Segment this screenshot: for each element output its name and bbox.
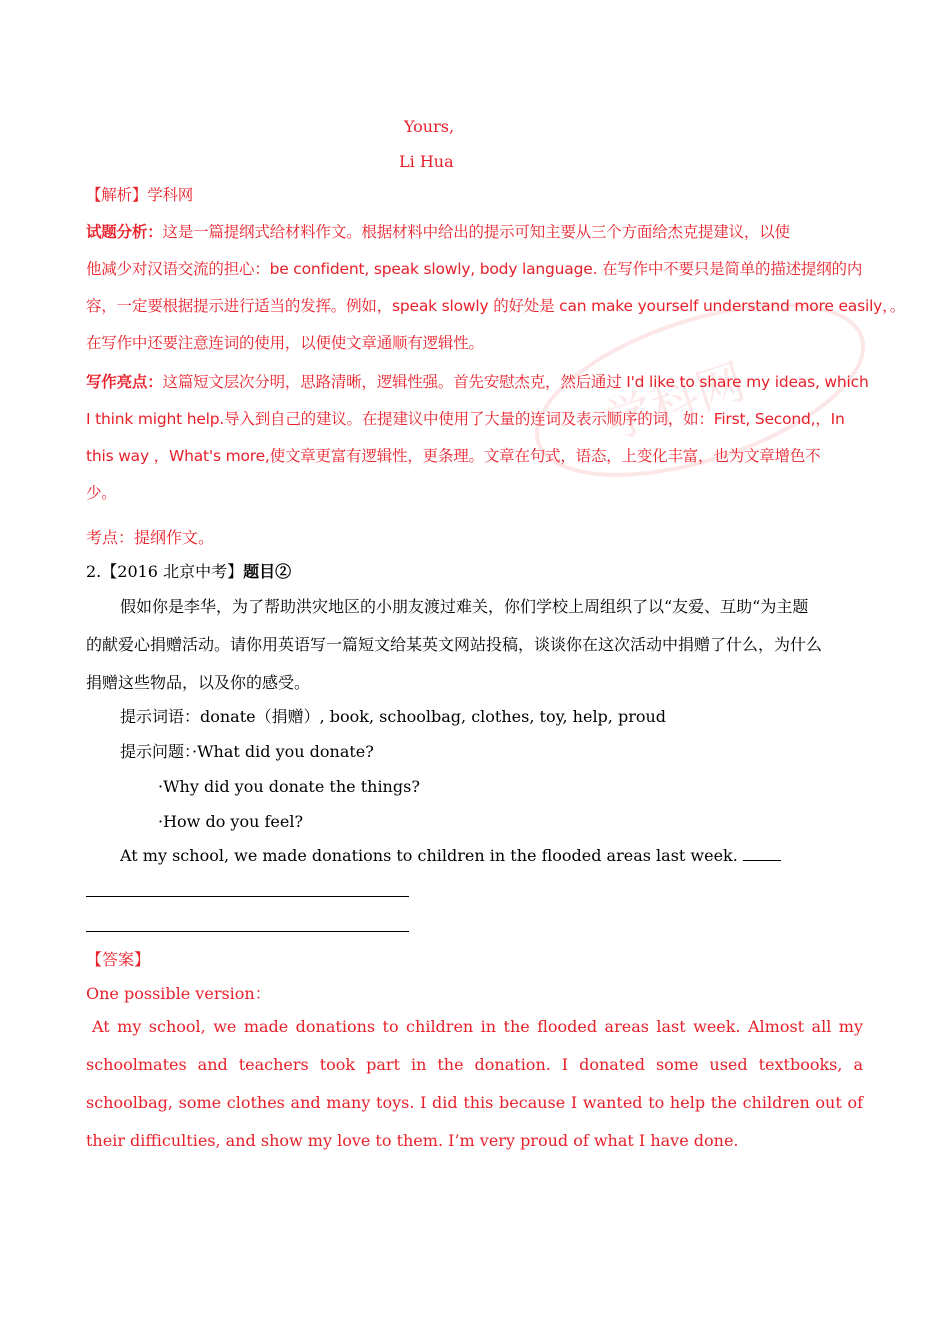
hint-question-1: [120, 742, 374, 762]
answer-header: 【答案】: [86, 950, 151, 969]
question-source: 【2016 北京中考】: [101, 562, 244, 581]
question-para-1: 假如你是李华，为了帮助洪灾地区的小朋友渡过难关，你们学校上周组织了以“友爱、互助“为主题: [120, 597, 809, 616]
hint-q3: ·How do you feel?: [158, 812, 304, 831]
analysis-line-7: this way ，What's more,使文章更富有逻辑性，更条理。文章在句式，语态，上变化丰富，也为文章增色不: [86, 447, 821, 465]
watermark-text: 学科网: [597, 353, 752, 452]
writing-line-1: [86, 896, 409, 897]
hint-q1: ·What did you donate?: [192, 742, 374, 761]
question-para-2: 的献爱心捐赠活动。请你用英语写一篇短文给某英文网站投稿，谈谈你在这次活动中捐赠了什么，为什么: [86, 635, 823, 654]
letter-signature: Li Hua: [399, 152, 454, 171]
answer-version: One possible version：: [86, 984, 271, 1003]
analysis-line-1: [86, 222, 790, 242]
writing-blank: [743, 846, 781, 861]
analysis-line-4: 在写作中还要注意连词的使用，以便使文章通顺有逻辑性。: [86, 334, 484, 352]
kaodian: 考点：提纲作文。: [86, 528, 215, 547]
analysis-text: 这是一篇提纲式给材料作文。根据材料中给出的提示可知主要从三个方面给杰克提建议，以使: [162, 223, 790, 241]
hint-q2: ·Why did you donate the things?: [158, 777, 420, 796]
hint-questions-label: 提示问题：: [120, 742, 193, 761]
analysis-label: 试题分析：: [86, 223, 163, 241]
analysis-line-5: [86, 372, 869, 392]
answer-text: At my school, we made donations to children in the flooded areas last week. Almost all my schoolmates and teachers took part in the donation. I donated some used textbooks, a schoolbag, some clothes and many toys. I did this because I wanted to help the children out of their difficulties, and show my love to them. I’m very proud of what I have done.: [86, 1017, 863, 1150]
question-number: 2.: [86, 562, 102, 581]
highlight-label: 写作亮点：: [86, 373, 163, 391]
analysis-line-6: I think might help.导入到自己的建议。在提建议中使用了大量的连词及表示顺序的词，如：First, Second,，In: [86, 410, 845, 428]
writing-line-2: [86, 931, 409, 932]
analysis-line-8: 少。: [86, 484, 117, 502]
hint-words: 提示词语：donate（捐赠）, book, schoolbag, clothes, toy, help, proud: [120, 707, 667, 726]
question-title: 题目②: [243, 562, 292, 581]
analysis-line-3: 容，一定要根据提示进行适当的发挥。例如，speak slowly 的好处是 can make yourself understand more easily，。: [86, 297, 905, 315]
question-para-3: 捐赠这些物品，以及你的感受。: [86, 673, 311, 692]
highlight-text: 这篇短文层次分明，思路清晰，逻辑性强。首先安慰杰克，然后通过 I'd like to share my ideas, which: [162, 373, 869, 391]
writing-start-text: At my school, we made donations to children in the flooded areas last week.: [120, 846, 738, 865]
writing-start: [120, 846, 781, 866]
analysis-header: 【解析】学科网: [86, 186, 194, 204]
letter-closing: Yours,: [404, 117, 455, 136]
question-heading: [86, 562, 291, 582]
analysis-line-2: 他减少对汉语交流的担心：be confident, speak slowly, body language. 在写作中不要只是简单的描述提纲的内: [86, 260, 863, 278]
